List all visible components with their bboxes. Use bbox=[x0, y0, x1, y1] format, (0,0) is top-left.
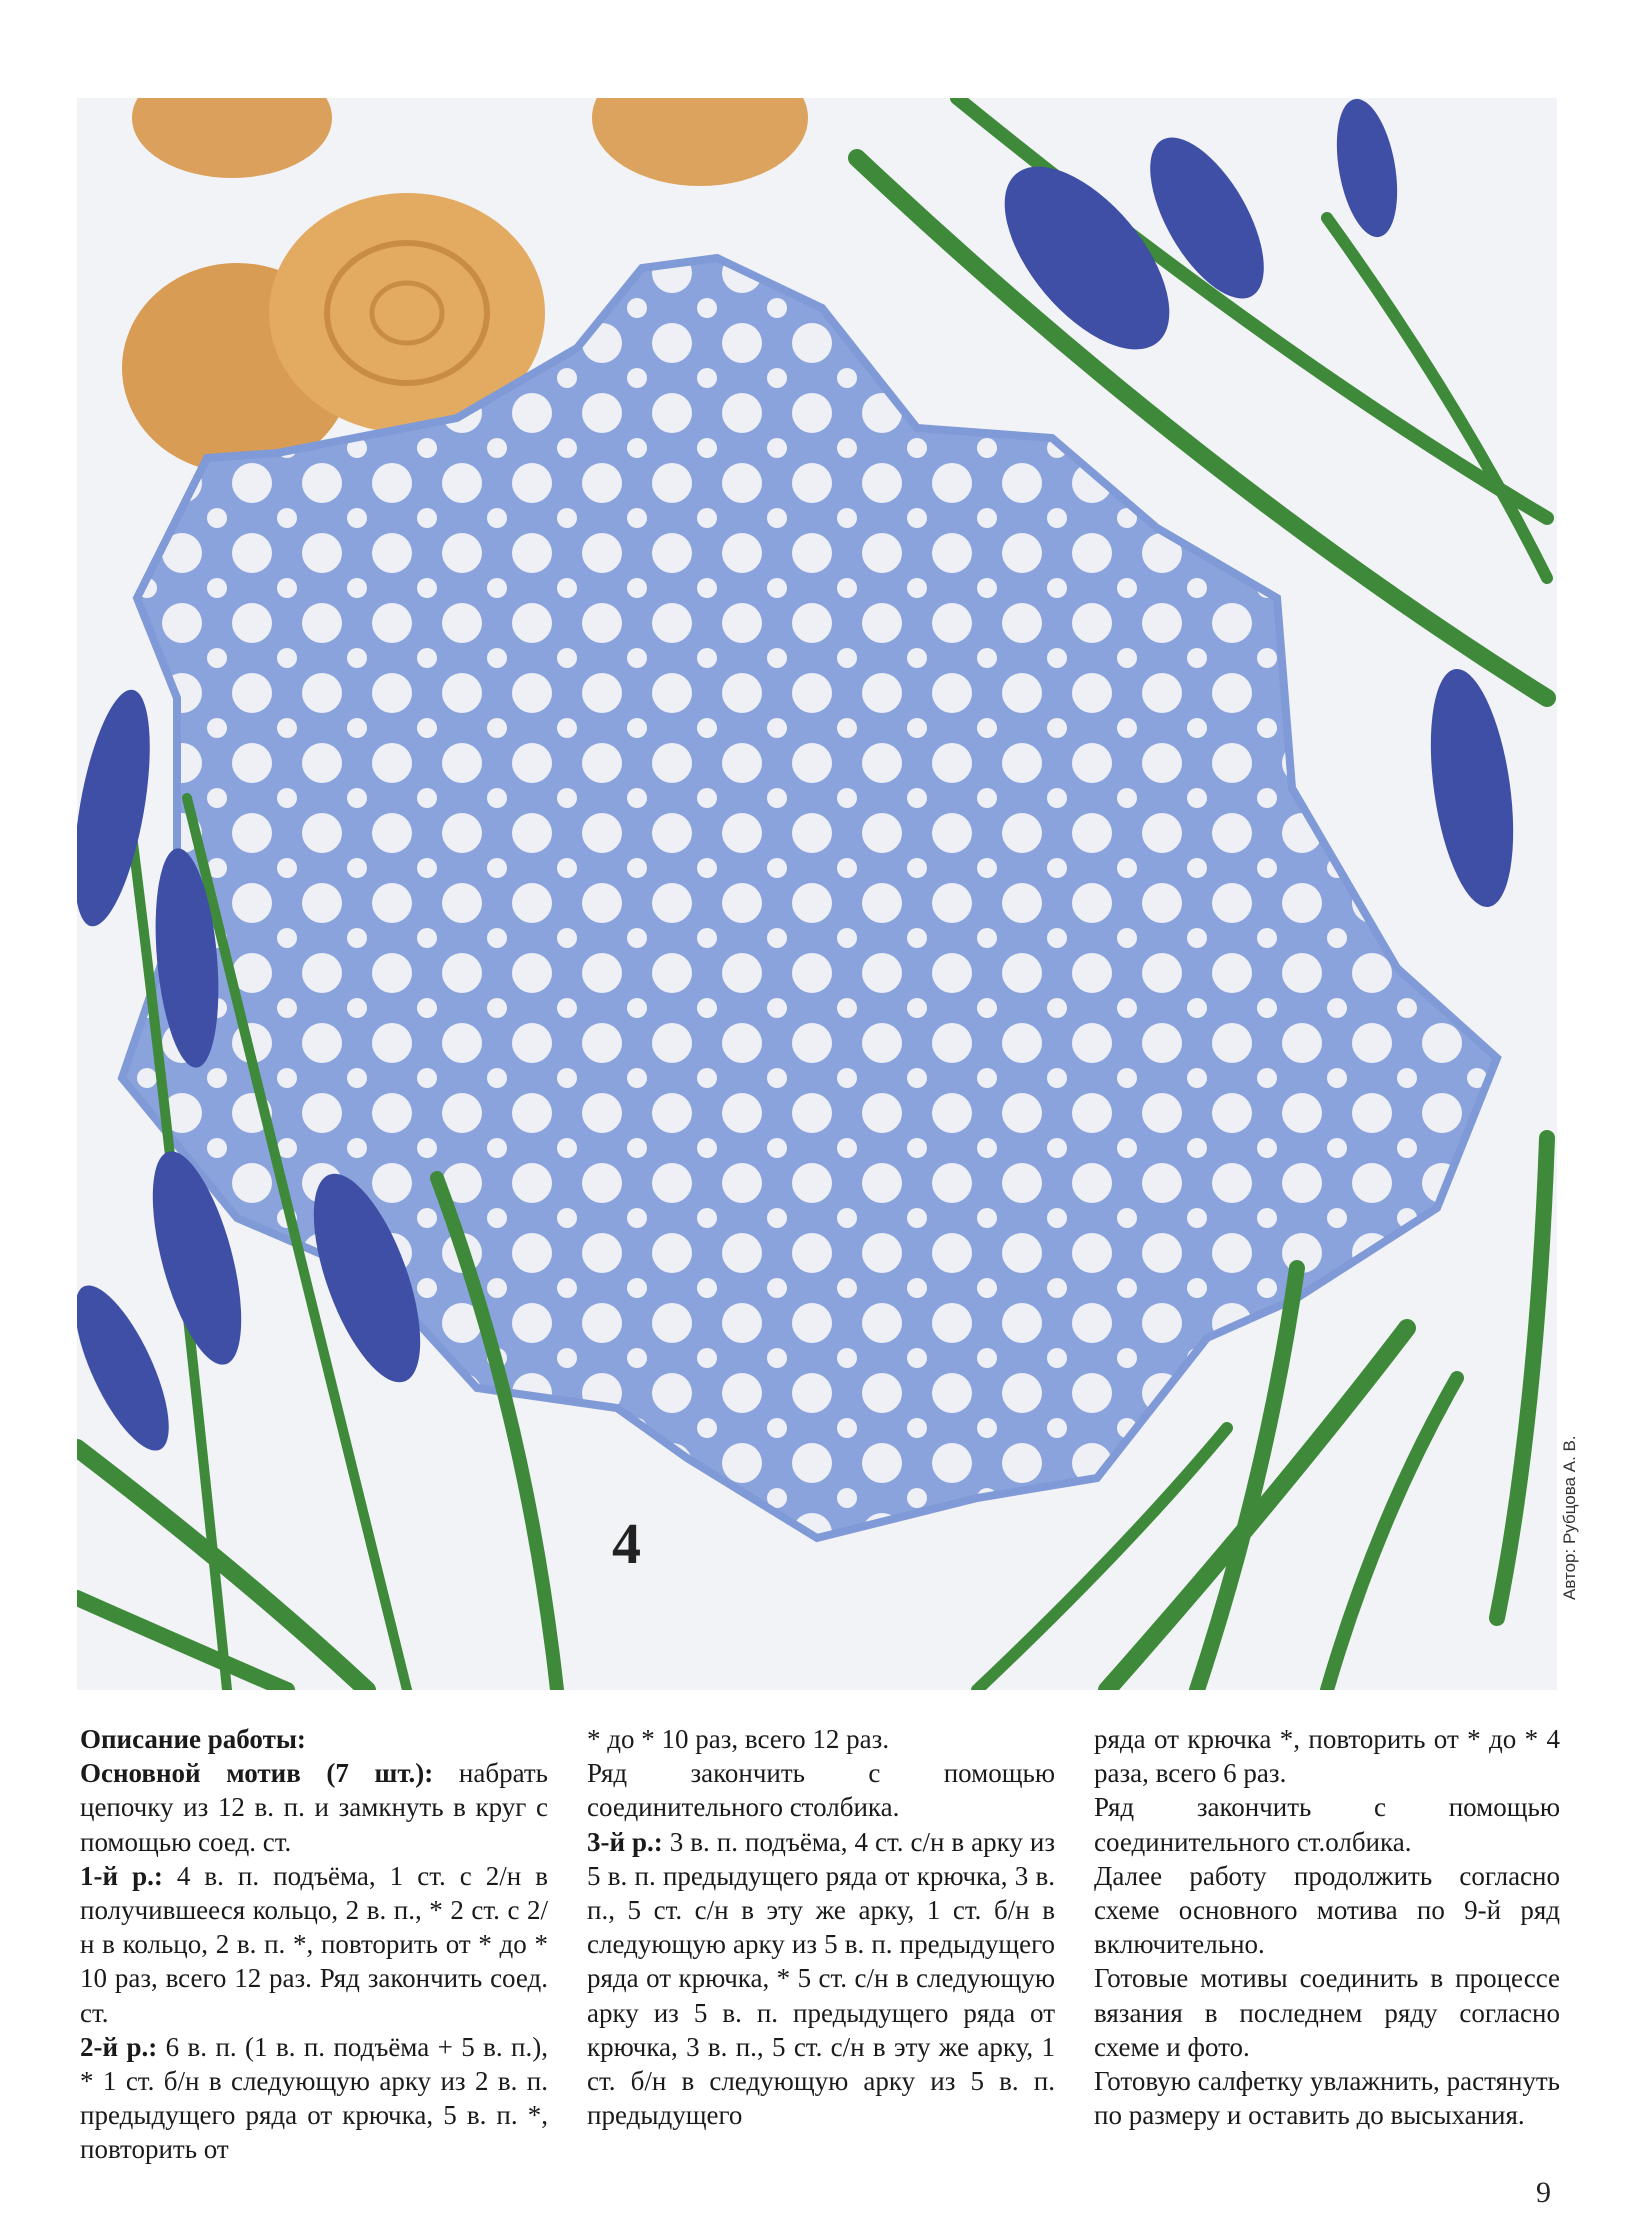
page-number: 9 bbox=[1536, 2176, 1551, 2209]
paragraph-text: Готовую салфетку увлажнить, растянуть по размеру и оставить до высыхания. bbox=[1094, 2066, 1560, 2131]
paragraph bbox=[1094, 1722, 1560, 1790]
paragraph-text: 6 в. п. (1 в. п. подъёма + 5 в. п.), * 1 ст. б/н в следующую арку из 2 в. п. предыдущего ряда от крючка, 5 в. п. *, повторить от bbox=[80, 2031, 548, 2165]
paragraph bbox=[587, 1722, 1055, 1756]
paragraph-text: ряда от крючка *, повторить от * до * 4 раза, всего 6 раз. bbox=[1094, 1724, 1560, 1789]
paragraph bbox=[1094, 1859, 1560, 1962]
paragraph bbox=[80, 1756, 548, 1859]
photo-number: 4 bbox=[612, 1511, 641, 1576]
paragraph bbox=[1094, 1790, 1560, 1858]
text-column-1 bbox=[80, 1722, 548, 2167]
author-credit: Автор: Рубцова А. В. bbox=[1560, 1435, 1579, 1600]
text-column-3 bbox=[1094, 1722, 1560, 2132]
paragraph-text: Ряд закончить с помощью соединительного ст.олбика. bbox=[1094, 1792, 1560, 1857]
paragraph-heading: Описание работы: bbox=[80, 1724, 306, 1754]
paragraph bbox=[80, 1722, 548, 1756]
paragraph-text: Ряд закончить с помощью соединительного столбика. bbox=[587, 1758, 1055, 1823]
paragraph bbox=[80, 1859, 548, 2030]
paragraph bbox=[587, 1756, 1055, 1824]
paragraph bbox=[587, 1825, 1055, 2133]
paragraph-text: набрать цепочку из 12 в. п. и замкнуть в круг с помощью соед. ст. bbox=[80, 1758, 548, 1857]
paragraph-heading: 3-й р.: bbox=[587, 1826, 663, 1857]
paragraph bbox=[80, 2030, 548, 2167]
text-column-2 bbox=[587, 1722, 1055, 2132]
paragraph-heading: 2-й р.: bbox=[80, 2031, 158, 2062]
doily-illustration bbox=[77, 98, 1557, 1690]
paragraph-text: Готовые мотивы соединить в процессе вязания в последнем ряду согласно схеме и фото. bbox=[1094, 1963, 1560, 2062]
paragraph-text: 4 в. п. подъёма, 1 ст. с 2/н в получившееся кольцо, 2 в. п., * 2 ст. с 2/н в кольцо, 2 в. п. *, повторить от * до * 10 раз, всего 12 раз. Ряд закончить соед. ст. bbox=[80, 1860, 548, 2028]
paragraph-text: * до * 10 раз, всего 12 раз. bbox=[587, 1724, 890, 1754]
paragraph bbox=[1094, 1961, 1560, 2064]
paragraph bbox=[1094, 2064, 1560, 2132]
paragraph-heading: Основной мотив (7 шт.): bbox=[80, 1758, 434, 1789]
paragraph-text: Далее работу продолжить согласно схеме основного мотива по 9-й ряд включительно. bbox=[1094, 1860, 1560, 1960]
doily-photo bbox=[77, 98, 1557, 1690]
paragraph-text: 3 в. п. подъёма, 4 ст. с/н в арку из 5 в. п. предыдущего ряда от крючка, 3 в. п., 5 ст. с/н в эту же арку, 1 ст. б/н в следующую арку из 5 в. п. предыдущего ряда от крючка, * 5 ст. с/н в следующую арку из 5 в. п. предыдущего ряда от крючка, 3 в. п., 5 ст. с/н в эту же арку, 1 ст. б/н в следующую арку из 5 в. п. предыдущего bbox=[587, 1826, 1055, 2131]
paragraph-heading: 1-й р.: bbox=[80, 1860, 163, 1891]
